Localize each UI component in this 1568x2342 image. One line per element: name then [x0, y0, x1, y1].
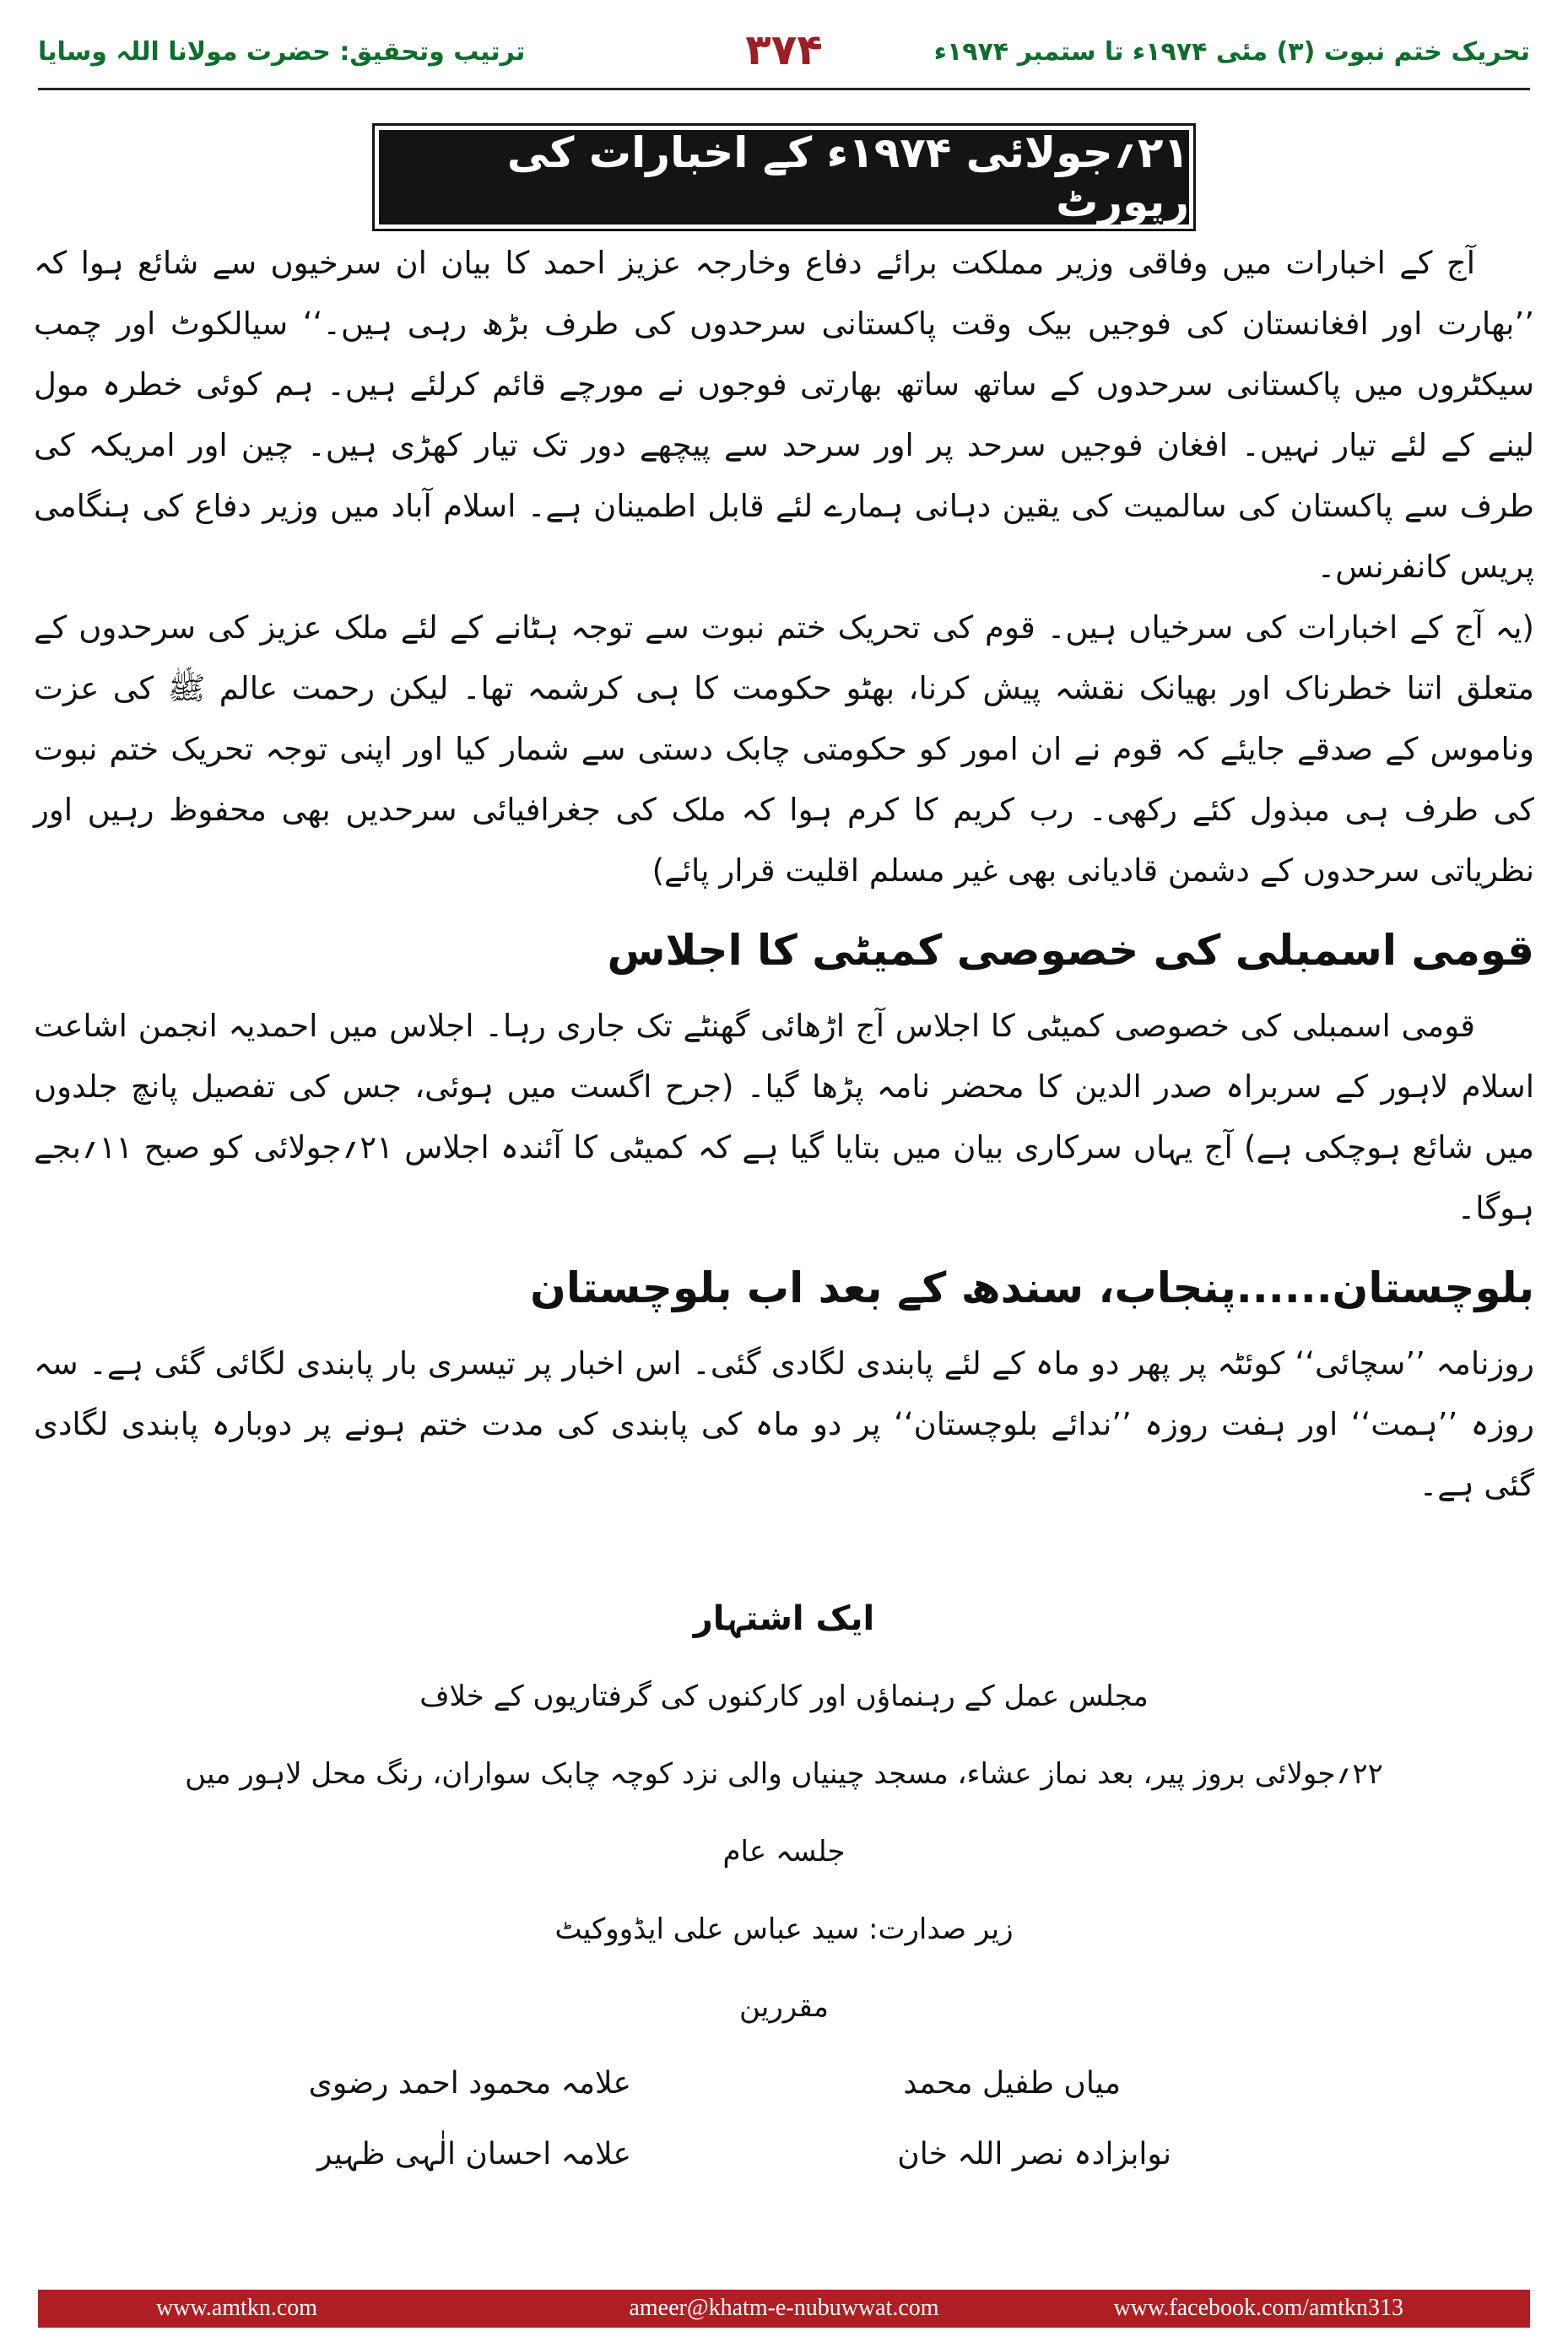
article-body: [34, 233, 1534, 1516]
section-heading-committee: قومی اسمبلی کی خصوصی کمیٹی کا اجلاس: [607, 926, 1534, 975]
notice-line-gathering: جلسہ عام: [722, 1835, 846, 1869]
footer-bar: [38, 2290, 1530, 2328]
advertisement-notice: [0, 1580, 1568, 2046]
speaker-name: علامہ احسان الٰہی ظہیر: [317, 2137, 631, 2172]
speaker-name: نوابزادہ نصر اللہ خان: [897, 2137, 1171, 2172]
speaker-name: علامہ محمود احمد رضوی: [308, 2066, 631, 2101]
notice-title: ایک اشتہار: [693, 1599, 875, 1638]
section-heading-balochistan: بلوچستان......پنجاب، سندھ کے بعد اب بلوچستان: [530, 1263, 1534, 1312]
paragraph-editorial-note: (یہ آج کے اخبارات کی سرخیاں ہیں۔ قوم کی تحریک ختم نبوت سے توجہ ہٹانے کے لئے ملک عزیز کی سرحدوں کے متعلق اتنا خطرناک اور بھیانک نقشہ پیش کرنا، بھٹو حکومت کا ہی کرشمہ تھا۔ لیکن رحمت عالم ﷺ کی عزت وناموس کے صدقے جایئے کہ قوم نے ان امور کو حکومتی چابک دستی سے شمار کیا اور اپنی توجہ تحریک ختم نبوت کی طرف ہی مبذول کئے رکھی۔ رب کریم کا کرم ہوا کہ ملک کی جغرافیائی سرحدیں بھی محفوظ رہیں اور نظریاتی سرحدوں کے دشمن قادیانی بھی غیر مسلم اقلیت قرار پائے): [34, 609, 1534, 889]
running-header: [38, 25, 1530, 84]
series-title: تحریک ختم نبوت (۳) مئی ۱۹۷۴ء تا ستمبر ۱۹۷۴ء: [933, 37, 1530, 67]
notice-line-venue: ۲۲؍جولائی بروز پیر، بعد نماز عشاء، مسجد چینیاں والی نزد کوچہ چابک سواران، رنگ محل لاہور میں: [185, 1757, 1383, 1791]
email-link[interactable]: ameer@khatm-e-nubuwwat.com: [629, 2295, 939, 2321]
notice-speakers-label: مقررین: [739, 1990, 829, 2024]
facebook-link[interactable]: www.facebook.com/amtkn313: [1113, 2295, 1403, 2321]
speaker-name: میاں طفیل محمد: [903, 2066, 1121, 2101]
notice-line-protest: مجلس عمل کے رہنماؤں اور کارکنوں کی گرفتاریوں کے خلاف: [419, 1679, 1149, 1713]
paragraph-defense-statement: آج کے اخبارات میں وفاقی وزیر مملکت برائے دفاع وخارجہ عزیز احمد کا بیان ان سرخیوں سے شائع ہوا کہ ’’بھارت اور افغانستان کی فوجیں بیک وقت پاکستانی سرحدوں کی طرف بڑھ رہی ہیں۔‘‘ سیالکوٹ اور چمب سیکٹروں میں پاکستانی سرحدوں کے ساتھ ساتھ بھارتی فوجوں نے مورچے قائم کرلئے ہیں۔ ہم کوئی خطرہ مول لینے کے لئے تیار نہیں۔ افغان فوجیں سرحد پر اور سرحد سے پیچھے دور تک تیار کھڑی ہیں۔ چین اور امریکہ کی طرف سے پاکستان کی سالمیت کی یقین دہانی ہمارے لئے قابل اطمینان ہے۔ اسلام آباد میں وزیر دفاع کی ہنگامی پریس کانفرنس۔: [34, 245, 1534, 585]
paragraph-committee-session: قومی اسمبلی کی خصوصی کمیٹی کا اجلاس آج اڑھائی گھنٹے تک جاری رہا۔ اجلاس میں احمدیہ انجمن اشاعت اسلام لاہور کے سربراہ صدر الدین کا محضر نامہ پڑھا گیا۔ (جرح اگست میں ہوئی، جس کی تفصیل پانچ جلدوں میں شائع ہوچکی ہے) آج یہاں سرکاری بیان میں بتایا گیا ہے کہ کمیٹی کا آئندہ اجلاس ۲۱؍جولائی کو صبح ۱۱؍بجے ہوگا۔: [34, 1008, 1535, 1226]
compiler-credit: ترتیب وتحقیق: حضرت مولانا اللہ وسایا: [38, 37, 526, 67]
paragraph-press-ban: روزنامہ ’’سچائی‘‘ کوئٹہ پر پھر دو ماہ کے لئے پابندی لگادی گئی۔ اس اخبار پر تیسری بار پابندی لگائی گئی ہے۔ سہ روزہ ’’ہمت‘‘ اور ہفت روزہ ’’ندائے بلوچستان‘‘ پر دو ماہ کی پابندی کی مدت ختم ہونے پر دوبارہ پابندی لگادی گئی ہے۔: [34, 1345, 1534, 1503]
page-title: ۲۱؍جولائی ۱۹۷۴ء کے اخبارات کی رپورٹ: [379, 130, 1189, 224]
website-link[interactable]: www.amtkn.com: [156, 2295, 318, 2321]
notice-line-presided: زیر صدارت: سید عباس علی ایڈووکیٹ: [554, 1912, 1014, 1946]
page-number: ۳۷۴: [745, 25, 823, 74]
header-rule: [38, 88, 1530, 90]
